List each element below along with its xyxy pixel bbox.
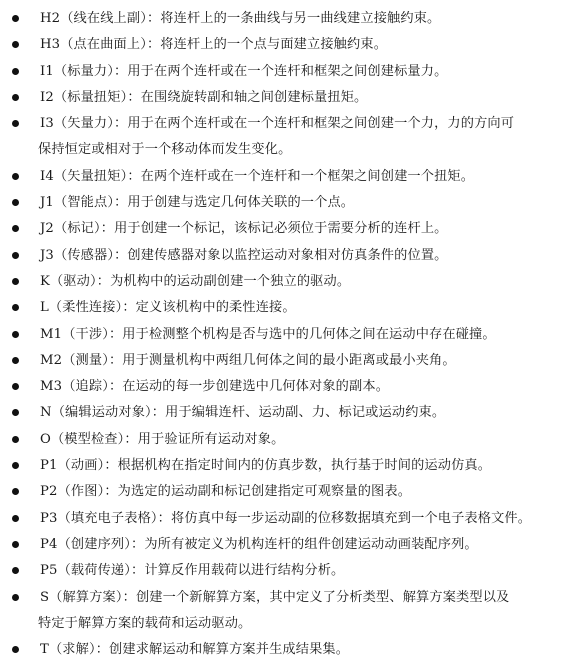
bullet-icon [12,541,19,548]
list-item [0,85,584,111]
list-item-text: S（解算方案）：创建一个新解算方案，其中定义了分析类型、解算方案类型以及 [40,589,510,605]
list-item-text: P4（创建序列）：为所有被定义为机构连杆的组件创建运动动画装配序列。 [40,536,478,552]
bullet-icon [12,409,19,416]
list-item [0,269,584,295]
list-item-text: P1（动画）：根据机构在指定时间内的仿真步数，执行基于时间的运动仿真。 [40,458,492,474]
list-item [0,6,584,32]
list-item-text-continuation: 保持恒定或相对于一个移动体而发生变化。 [38,142,292,158]
list-item-text: K（驱动）：为机构中的运动副创建一个独立的驱动。 [40,273,351,289]
bullet-icon [12,567,19,574]
bullet-icon [12,488,19,495]
list-item [0,427,584,453]
list-item-text: P3（填充电子表格）：将仿真中每一步运动副的位移数据填充到一个电子表格文件。 [40,510,532,526]
list-item-text: T（求解）：创建求解运动和解算方案并生成结果集。 [40,642,350,658]
list-item-text: H2（线在线上副）：将连杆上的一条曲线与另一曲线建立接触约束。 [40,11,441,26]
bullet-icon [12,515,19,522]
list-item-text: N（编辑运动对象）：用于编辑连杆、运动副、力、标记或运动约束。 [40,405,446,421]
list-item [0,637,584,663]
list-item-text: I1（标量力）：用于在两个连杆或在一个连杆和框架之间创建标量力。 [40,63,448,79]
list-item [0,506,584,532]
bullet-icon [12,331,19,338]
list-item [0,32,584,58]
bullet-icon [12,225,19,232]
bullet-icon [12,594,19,601]
list-item-text: P5（载荷传递）：计算反作用载荷以进行结构分析。 [40,563,345,579]
bullet-icon [12,383,19,390]
list-item-text: M1（干涉）：用于检测整个机构是否与选中的几何体之间在运动中存在碰撞。 [40,326,496,342]
list-item-text: I4（矢量扭矩）：在两个连杆或在一个连杆和一个框架之间创建一个扭矩。 [40,168,475,184]
list-item-text-continuation: 特定于解算方案的载荷和运动驱动。 [38,615,252,631]
list-item [0,164,584,190]
list-item [0,479,584,505]
list-item [0,322,584,348]
list-item [0,348,584,374]
bullet-icon [12,94,19,101]
list-item-text: L（柔性连接）：定义该机构中的柔性连接。 [40,300,296,316]
list-item-text: O（模型检查）：用于验证所有运动对象。 [40,431,285,447]
bullet-icon [12,462,19,469]
bullet-icon [12,357,19,364]
list-item [0,532,584,558]
list-item [0,374,584,400]
bullet-icon [12,173,19,180]
list-item [0,59,584,85]
list-item [0,453,584,479]
bullet-icon [12,646,19,653]
bullet-icon [12,120,19,127]
bullet-icon [12,252,19,259]
list-item [0,585,584,638]
bullet-icon [12,41,19,48]
list-item-text: H3（点在曲面上）：将连杆上的一个点与面建立接触约束。 [40,37,388,53]
list-item-text: I3（矢量力）：用于在两个连杆或在一个连杆和框架之间创建一个力，力的方向可 [40,116,515,132]
list-item-text: P2（作图）：为选定的运动副和标记创建指定可观察量的图表。 [40,484,412,500]
list-item [0,111,584,164]
list-item [0,190,584,216]
list-item-text: M3（追踪）：在运动的每一步创建选中几何体对象的副本。 [40,379,390,395]
list-item [0,243,584,269]
list-item [0,295,584,321]
list-item [0,558,584,584]
bullet-icon [12,15,19,22]
list-item-text: J3（传感器）：创建传感器对象以监控运动对象相对仿真条件的位置。 [40,247,448,263]
list-item-text: J2（标记）：用于创建一个标记，该标记必须位于需要分析的连杆上。 [40,221,448,237]
list-item-text: M2（测量）：用于测量机构中两组几何体之间的最小距离或最小夹角。 [40,352,456,368]
bullet-icon [12,68,19,75]
list-item [0,216,584,242]
bullet-icon [12,436,19,443]
bullet-icon [12,278,19,285]
bullet-icon [12,199,19,206]
list-item-text: J1（智能点）：用于创建与选定几何体关联的一个点。 [40,195,355,211]
bullet-icon [12,304,19,311]
list-item [0,400,584,426]
list-item-text: I2（标量扭矩）：在围绕旋转副和轴之间创建标量扭矩。 [40,89,368,105]
